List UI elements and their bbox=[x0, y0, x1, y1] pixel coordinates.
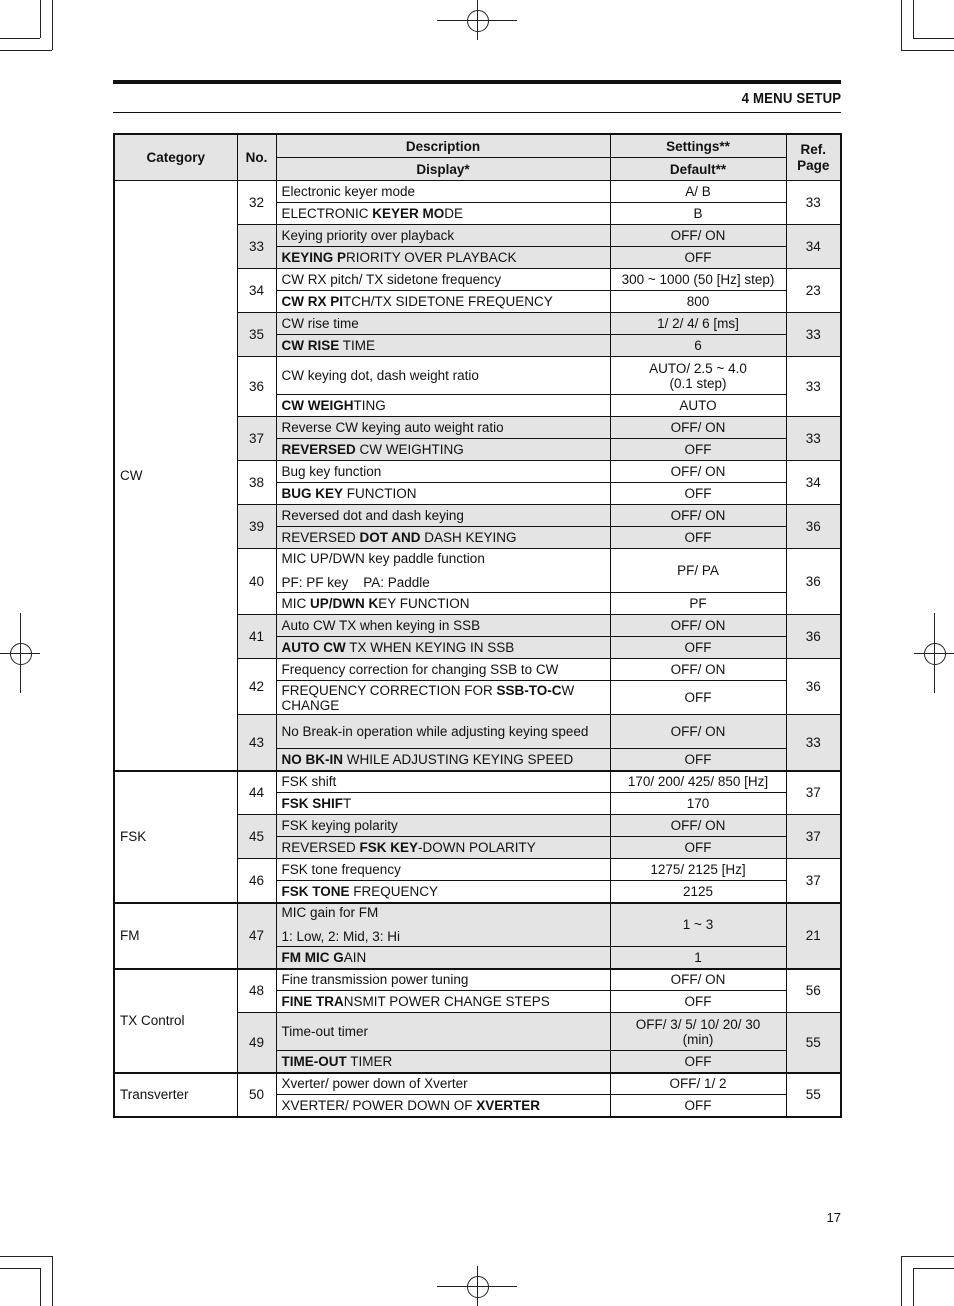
description-cell: Reversed dot and dash keying bbox=[276, 505, 610, 527]
default-cell: OFF bbox=[610, 439, 786, 461]
settings-text: (min) bbox=[682, 1031, 714, 1047]
display-abbreviation: FM MIC G bbox=[281, 949, 344, 965]
settings-cell: OFF/ ON bbox=[610, 461, 786, 483]
display-cell bbox=[276, 335, 610, 357]
description-cell: Fine transmission power tuning bbox=[276, 969, 610, 991]
crop-mark bbox=[0, 50, 52, 51]
description-cell: CW keying dot, dash weight ratio bbox=[276, 357, 610, 395]
menu-number: 36 bbox=[237, 357, 276, 417]
display-abbreviation: REVERSED bbox=[281, 442, 356, 457]
category-cell: Transverter bbox=[114, 1073, 237, 1117]
display-text: FREQUENCY CORRECTION FOR bbox=[281, 682, 497, 698]
description-text: MIC UP/DWN key paddle function bbox=[281, 551, 485, 566]
settings-text: AUTO/ 2.5 ~ 4.0 bbox=[649, 360, 747, 376]
table-row bbox=[114, 1073, 841, 1095]
description-cell: Reverse CW keying auto weight ratio bbox=[276, 417, 610, 439]
category-cell: FSK bbox=[114, 771, 237, 903]
header-rule bbox=[113, 112, 841, 113]
description-cell: Electronic keyer mode bbox=[276, 181, 610, 203]
ref-page: 33 bbox=[786, 357, 841, 417]
display-text: TING bbox=[353, 398, 386, 413]
settings-cell: OFF/ ON bbox=[610, 659, 786, 681]
menu-number: 44 bbox=[237, 771, 276, 815]
display-abbreviation: FSK KEY bbox=[359, 840, 419, 855]
ref-page: 36 bbox=[786, 659, 841, 715]
menu-number: 47 bbox=[237, 903, 276, 969]
default-cell: OFF bbox=[610, 527, 786, 549]
ref-page: 21 bbox=[786, 903, 841, 969]
page-number: 17 bbox=[826, 1210, 841, 1225]
display-abbreviation: CW RISE bbox=[281, 338, 340, 353]
header-category: Category bbox=[114, 134, 237, 181]
description-cell: Keying priority over playback bbox=[276, 225, 610, 247]
default-cell: OFF bbox=[610, 1095, 786, 1117]
header-default: Default** bbox=[610, 158, 786, 181]
menu-number: 46 bbox=[237, 859, 276, 903]
crop-mark bbox=[52, 0, 53, 50]
ref-page: 33 bbox=[786, 313, 841, 357]
settings-cell: OFF/ ON bbox=[610, 505, 786, 527]
ref-page: 37 bbox=[786, 859, 841, 903]
display-text: REVERSED bbox=[281, 530, 360, 545]
menu-number: 37 bbox=[237, 417, 276, 461]
display-cell bbox=[276, 203, 610, 225]
description-cell: FSK keying polarity bbox=[276, 815, 610, 837]
display-cell bbox=[276, 483, 610, 505]
settings-cell: 1 ~ 3 bbox=[610, 903, 786, 947]
ref-page: 37 bbox=[786, 771, 841, 815]
display-abbreviation: CW WEIGH bbox=[281, 398, 354, 413]
display-cell bbox=[276, 793, 610, 815]
menu-number: 35 bbox=[237, 313, 276, 357]
menu-number: 39 bbox=[237, 505, 276, 549]
crop-mark bbox=[40, 1268, 41, 1306]
settings-cell: A/ B bbox=[610, 181, 786, 203]
display-abbreviation: FSK SHIF bbox=[281, 796, 344, 811]
ref-page: 56 bbox=[786, 969, 841, 1013]
settings-text: (0.1 step) bbox=[669, 375, 727, 391]
display-abbreviation: FSK TONE bbox=[281, 883, 350, 899]
display-abbreviation: TIME-OUT bbox=[281, 1053, 347, 1069]
description-cell: CW rise time bbox=[276, 313, 610, 335]
menu-number: 32 bbox=[237, 181, 276, 225]
display-text: NSMIT POWER CHANGE STEPS bbox=[343, 994, 550, 1009]
crop-mark bbox=[40, 0, 41, 38]
display-text: W CHANGE bbox=[281, 682, 579, 713]
ref-page: 55 bbox=[786, 1073, 841, 1117]
display-abbreviation: CW RX PI bbox=[281, 294, 344, 309]
settings-text: OFF/ 3/ 5/ 10/ 20/ 30 bbox=[635, 1016, 761, 1032]
menu-number: 49 bbox=[237, 1013, 276, 1073]
display-cell bbox=[276, 749, 610, 771]
menu-number: 40 bbox=[237, 549, 276, 615]
ref-page: 36 bbox=[786, 615, 841, 659]
display-cell bbox=[276, 1095, 610, 1117]
default-cell: OFF bbox=[610, 837, 786, 859]
settings-cell: OFF/ ON bbox=[610, 969, 786, 991]
description-cell: Frequency correction for changing SSB to CW bbox=[276, 659, 610, 681]
ref-page: 55 bbox=[786, 1013, 841, 1073]
menu-number: 38 bbox=[237, 461, 276, 505]
registration-mark bbox=[0, 613, 40, 693]
registration-mark bbox=[437, 1266, 517, 1306]
display-abbreviation: SSB-TO-C bbox=[496, 682, 562, 698]
crop-mark bbox=[913, 1268, 954, 1269]
display-text: REVERSED bbox=[281, 840, 360, 855]
header-display: Display* bbox=[276, 158, 610, 181]
display-cell bbox=[276, 1051, 610, 1073]
display-abbreviation: XVERTER bbox=[476, 1097, 541, 1113]
crop-mark bbox=[913, 38, 954, 39]
default-cell: OFF bbox=[610, 1051, 786, 1073]
header-settings: Settings** bbox=[610, 134, 786, 158]
settings-cell: OFF/ ON bbox=[610, 715, 786, 749]
display-cell bbox=[276, 395, 610, 417]
category-cell: FM bbox=[114, 903, 237, 969]
description-cell bbox=[276, 903, 610, 947]
category-cell: CW bbox=[114, 181, 237, 771]
display-cell bbox=[276, 637, 610, 659]
ref-page: 34 bbox=[786, 461, 841, 505]
description-note: 1: Low, 2: Mid, 3: Hi bbox=[281, 929, 401, 945]
menu-number: 48 bbox=[237, 969, 276, 1013]
default-cell: OFF bbox=[610, 991, 786, 1013]
display-text: CW WEIGHTING bbox=[355, 442, 464, 457]
display-abbreviation: NO BK-IN bbox=[281, 751, 343, 767]
registration-mark bbox=[437, 0, 517, 40]
display-text: MIC bbox=[281, 596, 310, 611]
table-row bbox=[114, 771, 841, 793]
settings-cell: 170/ 200/ 425/ 850 [Hz] bbox=[610, 771, 786, 793]
settings-cell: OFF/ ON bbox=[610, 815, 786, 837]
ref-page: 33 bbox=[786, 715, 841, 771]
settings-cell: 300 ~ 1000 (50 [Hz] step) bbox=[610, 269, 786, 291]
display-abbreviation: FINE TRA bbox=[281, 994, 344, 1009]
header-no: No. bbox=[237, 134, 276, 181]
display-text: FUNCTION bbox=[343, 486, 417, 501]
display-text: XVERTER/ POWER DOWN OF bbox=[281, 1097, 477, 1113]
crop-mark bbox=[901, 1256, 954, 1257]
description-cell: Xverter/ power down of Xverter bbox=[276, 1073, 610, 1095]
ref-page: 36 bbox=[786, 505, 841, 549]
default-cell: OFF bbox=[610, 681, 786, 715]
menu-number: 41 bbox=[237, 615, 276, 659]
description-note: PF: PF key PA: Paddle bbox=[281, 575, 430, 590]
crop-mark bbox=[52, 1256, 53, 1306]
settings-cell: 1/ 2/ 4/ 6 [ms] bbox=[610, 313, 786, 335]
default-cell: PF bbox=[610, 593, 786, 615]
crop-mark bbox=[0, 38, 40, 39]
description-cell: Bug key function bbox=[276, 461, 610, 483]
display-text: WHILE ADJUSTING KEYING SPEED bbox=[343, 751, 574, 767]
display-text: FREQUENCY bbox=[349, 883, 439, 899]
settings-cell: 1275/ 2125 [Hz] bbox=[610, 859, 786, 881]
description-cell: FSK tone frequency bbox=[276, 859, 610, 881]
crop-mark bbox=[913, 1268, 914, 1306]
settings-cell: PF/ PA bbox=[610, 549, 786, 593]
menu-number: 42 bbox=[237, 659, 276, 715]
default-cell: B bbox=[610, 203, 786, 225]
display-abbreviation: UP/DWN K bbox=[310, 596, 379, 611]
default-cell: 1 bbox=[610, 947, 786, 969]
display-text: RIORITY OVER PLAYBACK bbox=[346, 250, 517, 265]
settings-cell bbox=[610, 1013, 786, 1051]
display-cell bbox=[276, 291, 610, 313]
display-cell bbox=[276, 247, 610, 269]
header-description: Description bbox=[276, 134, 610, 158]
header-rule bbox=[113, 80, 841, 84]
menu-number: 34 bbox=[237, 269, 276, 313]
display-text: TCH/TX SIDETONE FREQUENCY bbox=[343, 294, 553, 309]
registration-mark bbox=[914, 613, 954, 693]
default-cell: 2125 bbox=[610, 881, 786, 903]
default-cell: OFF bbox=[610, 247, 786, 269]
description-cell: No Break-in operation while adjusting keying speed bbox=[276, 715, 610, 749]
display-abbreviation: DOT AND bbox=[359, 530, 421, 545]
default-cell: OFF bbox=[610, 749, 786, 771]
description-cell bbox=[276, 549, 610, 593]
display-abbreviation: KEYING P bbox=[281, 250, 347, 265]
header-ref-page: Ref. Page bbox=[786, 134, 841, 181]
display-abbreviation: AUTO CW bbox=[281, 640, 346, 655]
display-abbreviation: BUG KEY bbox=[281, 486, 344, 501]
display-cell bbox=[276, 881, 610, 903]
ref-page: 33 bbox=[786, 181, 841, 225]
default-cell: OFF bbox=[610, 483, 786, 505]
display-text: DE bbox=[444, 206, 464, 221]
crop-mark bbox=[901, 0, 902, 50]
display-text: -DOWN POLARITY bbox=[418, 840, 536, 855]
menu-number: 50 bbox=[237, 1073, 276, 1117]
display-text: AIN bbox=[343, 949, 367, 965]
section-title: 4 MENU SETUP bbox=[741, 90, 841, 107]
display-text: TX WHEN KEYING IN SSB bbox=[345, 640, 515, 655]
display-cell bbox=[276, 837, 610, 859]
ref-page: 23 bbox=[786, 269, 841, 313]
settings-cell: OFF/ ON bbox=[610, 615, 786, 637]
default-cell: 800 bbox=[610, 291, 786, 313]
ref-page: 37 bbox=[786, 815, 841, 859]
display-cell bbox=[276, 991, 610, 1013]
settings-cell: OFF/ ON bbox=[610, 225, 786, 247]
crop-mark bbox=[0, 1256, 52, 1257]
ref-page: 33 bbox=[786, 417, 841, 461]
display-cell bbox=[276, 593, 610, 615]
display-cell bbox=[276, 947, 610, 969]
settings-cell: OFF/ 1/ 2 bbox=[610, 1073, 786, 1095]
menu-table bbox=[113, 133, 842, 1118]
default-cell: 170 bbox=[610, 793, 786, 815]
table-row bbox=[114, 969, 841, 991]
display-cell bbox=[276, 527, 610, 549]
default-cell: 6 bbox=[610, 335, 786, 357]
description-text: MIC gain for FM bbox=[281, 905, 379, 921]
default-cell: AUTO bbox=[610, 395, 786, 417]
menu-number: 33 bbox=[237, 225, 276, 269]
display-text: TIME bbox=[339, 338, 376, 353]
crop-mark bbox=[901, 1256, 902, 1306]
crop-mark bbox=[913, 0, 914, 38]
settings-cell: OFF/ ON bbox=[610, 417, 786, 439]
display-text: ELECTRONIC bbox=[281, 206, 373, 221]
display-cell bbox=[276, 681, 610, 715]
description-cell: CW RX pitch/ TX sidetone frequency bbox=[276, 269, 610, 291]
ref-page: 36 bbox=[786, 549, 841, 615]
description-cell: Time-out timer bbox=[276, 1013, 610, 1051]
menu-number: 43 bbox=[237, 715, 276, 771]
display-text: T bbox=[343, 796, 352, 811]
category-cell: TX Control bbox=[114, 969, 237, 1073]
default-cell: OFF bbox=[610, 637, 786, 659]
display-text: TIMER bbox=[346, 1053, 393, 1069]
display-text: EY FUNCTION bbox=[378, 596, 470, 611]
display-text: DASH KEYING bbox=[420, 530, 517, 545]
table-row bbox=[114, 181, 841, 203]
menu-number: 45 bbox=[237, 815, 276, 859]
settings-cell bbox=[610, 357, 786, 395]
description-cell: Auto CW TX when keying in SSB bbox=[276, 615, 610, 637]
description-cell: FSK shift bbox=[276, 771, 610, 793]
display-abbreviation: KEYER MO bbox=[372, 206, 445, 221]
display-cell bbox=[276, 439, 610, 461]
crop-mark bbox=[0, 1268, 40, 1269]
crop-mark bbox=[901, 50, 954, 51]
ref-page: 34 bbox=[786, 225, 841, 269]
table-row bbox=[114, 903, 841, 947]
